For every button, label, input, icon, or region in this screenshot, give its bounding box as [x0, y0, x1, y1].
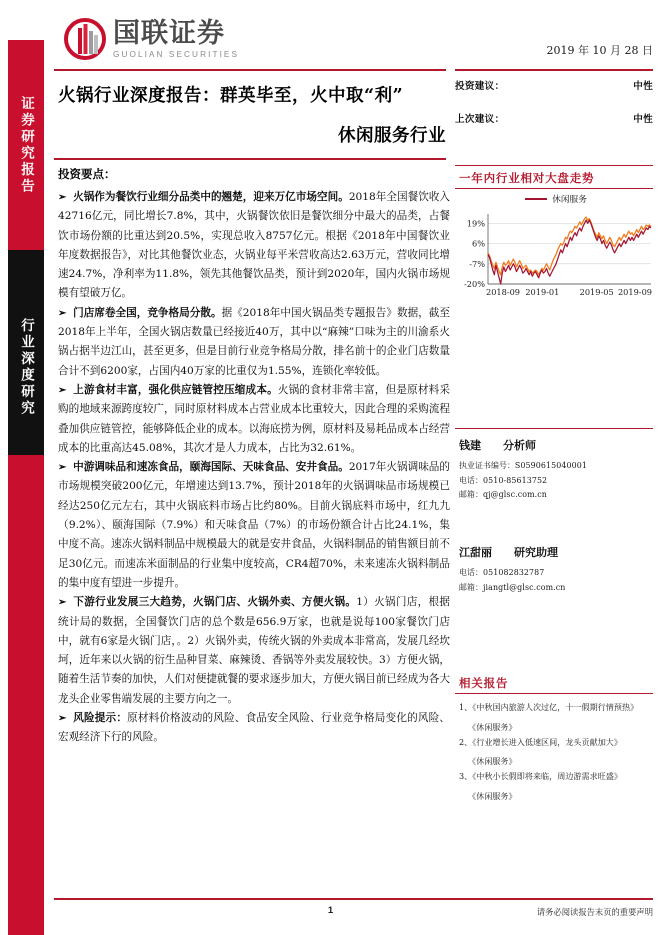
paragraph-text: 1）火锅门店，根据统计局的数据，全国餐饮门店的总个数是656.9万家，也就是说每100家餐饮门店中，就有6家是火锅门店，。2）火锅外卖，传统火锅的外卖成本非常高，发展几经坎坷，近年来以火锅的衍生品种冒菜、麻辣烫、香锅等外卖发展较快。3）方便火锅，随着生活节奏的加快，人们对便捷就餐的要求逐步加大，方便火锅目前已经成为各大龙头企业零售端发展的主要方向之一。 [58, 596, 450, 705]
analyst-email: 邮箱：qj@glsc.com.cn [459, 490, 547, 499]
sidebar-band-red-bottom [8, 455, 44, 935]
current-recommendation-label: 投资建议： [455, 81, 505, 92]
sidebar-label-industry-research: 行业深度研究 [18, 318, 34, 417]
chart-canvas [457, 206, 655, 304]
paragraph-text: 2017年火锅调味品的市场规模突破200亿元，年增速达到13.7%，预计2018年的火锅调味品市场规模已经达250亿元左右，其中火锅底料市场占比约80%。目前火锅底料市场中，红九九（9.2%）、颐海国际（7.9%）和天味食品（7%）的市场份额合计占比24.1%，集中度不高。速冻火锅料制品中规模最大的就是安井食品，火锅料制品的销售额目前不足30亿元。而速冻米面制品的行业集中度较高，CR4超70%，未来速冻火锅料制品的集中度有望进一步提升。 [58, 461, 451, 589]
analyst-name: 钱建 [459, 439, 481, 452]
logo-text-english: GUOLIAN SECURITIES [113, 49, 240, 59]
analyst-block-primary [459, 437, 655, 503]
chart-section-title: 一年内行业相对大盘走势 [459, 171, 595, 185]
analyst-heading [459, 437, 655, 453]
recommendation-panel [455, 78, 653, 144]
investment-highlights-label: 投资要点： [58, 167, 116, 181]
report-title: 火锅行业深度报告：群英毕至，火中取“利” [58, 86, 404, 106]
report-subtitle-industry: 休闲服务行业 [338, 126, 446, 146]
chart-legend [457, 192, 655, 206]
related-reports-list [459, 700, 655, 804]
svg-text:2019-01: 2019-01 [525, 287, 560, 297]
analyst-block-assistant [459, 544, 655, 595]
bullet-icon: ➢ [58, 307, 67, 319]
body-paragraph [58, 458, 450, 593]
bullet-icon: ➢ [58, 597, 67, 609]
paragraph-lead: 下游行业发展三大趋势，火锅门店、火锅外卖、方便火锅。 [69, 596, 357, 609]
body-paragraph [58, 709, 450, 748]
bullet-icon: ➢ [58, 462, 67, 474]
current-recommendation-value: 中性 [633, 81, 653, 92]
sidebar-label-research-report: 证券研究报告 [18, 95, 34, 195]
legend-swatch-icon [525, 198, 547, 201]
svg-text:-20%: -20% [464, 279, 485, 289]
page-number: 1 [327, 905, 334, 916]
body-paragraph [58, 593, 450, 709]
paragraph-lead: 门店席卷全国，竞争格局分散。 [69, 306, 222, 319]
footer-divider [54, 898, 653, 900]
footer-disclaimer: 请务必阅读报告末页的重要声明 [536, 907, 653, 917]
assistant-role: 研究助理 [514, 546, 558, 559]
previous-recommendation-label: 上次建议： [455, 114, 505, 125]
previous-recommendation-value: 中性 [633, 114, 653, 125]
svg-text:2018-09: 2018-09 [486, 287, 521, 297]
paragraph-lead: 火锅作为餐饮行业细分品类中的翘楚，迎来万亿市场空间。 [69, 191, 349, 203]
header-divider-right [455, 69, 653, 71]
analyst-cert: 执业证书编号：S0590615040001 [459, 461, 588, 470]
body-paragraph [58, 381, 450, 458]
logo-text-chinese: 国联证券 [113, 17, 225, 49]
assistant-phone: 电话：051082832787 [459, 568, 545, 577]
assistant-heading [459, 544, 655, 560]
company-logo [64, 18, 239, 60]
analyst-phone: 电话：0510-85613752 [459, 475, 548, 485]
svg-text:19%: 19% [466, 218, 485, 229]
related-reports-divider [455, 693, 653, 694]
svg-text:2019-05: 2019-05 [579, 287, 614, 297]
related-report-item[interactable]: 1、《中秋国内旅游人次过亿，十一假期行情预热》 [459, 702, 639, 712]
assistant-email: 邮箱：jiangtl@glsc.com.cn [459, 582, 566, 592]
related-report-category: 《休闲服务》 [468, 721, 517, 732]
body-paragraph [58, 188, 450, 304]
related-report-item[interactable]: 2、《行业增长进入低速区间，龙头贡献加大》 [459, 736, 622, 747]
paragraph-text: 原材料价格波动的风险、食品安全风险、行业竞争格局变化的风险、宏观经济下行的风险。 [58, 712, 450, 744]
assistant-name: 江甜丽 [459, 546, 492, 559]
recommendation-divider [455, 165, 653, 166]
bullet-icon: ➢ [58, 192, 67, 203]
guolian-logo-icon [64, 18, 106, 60]
paragraph-text: 2018年全国餐饮收入42716亿元，同比增长7.8%，其中，火锅餐饮依旧是餐饮细分中最大的品类，占餐饮市场份额的比重达到20.5%，实现总收入8757亿元。根据《2018年中国餐饮业年度数据报告》，对比其他餐饮业态，火锅业每平米营收高达2.63万元，营收同比增速24.7%，净利率为11.8%，领先其他餐饮品类，预计到2020年，国内火锅市场规模有望破万亿。 [58, 191, 451, 300]
analyst-divider [455, 428, 653, 429]
paragraph-text: 据《2018年中国火锅品类专题报告》数据，截至2018年上半年，全国火锅店数量已经接近40万，其中以“麻辣”口味为主的川渝系火锅占据半边江山，甚至更多，但是目前行业竞争格局分散，排名前十的企业门店数量合计不到6200家，占国内40万家的比重仅为1.55%，连锁化率较低。 [58, 306, 451, 377]
legend-label-0: 休闲服务 [552, 195, 587, 205]
previous-recommendation-row [455, 111, 653, 125]
related-report-category: 《休闲服务》 [468, 756, 517, 766]
related-reports-title: 相关报告 [459, 676, 509, 690]
body-paragraph [58, 304, 450, 381]
svg-text:2019-09: 2019-09 [617, 287, 652, 297]
analyst-role: 分析师 [503, 439, 536, 452]
related-report-category: 《休闲服务》 [468, 790, 517, 801]
chart-section-divider [455, 188, 653, 189]
paragraph-lead: 上游食材丰富，强化供应链管控压缩成本。 [69, 383, 278, 396]
bullet-icon: ➢ [58, 384, 67, 396]
svg-text:-7%: -7% [469, 258, 485, 269]
title-divider [54, 158, 446, 160]
header-divider-left [54, 69, 446, 71]
related-report-item[interactable]: 3、《中秋小长假即将来临，周边游需求旺盛》 [459, 771, 622, 781]
svg-text:6%: 6% [472, 238, 485, 249]
relative-performance-chart [457, 192, 655, 304]
paragraph-lead: 中游调味品和速冻食品，颐海国际、天味食品、安井食品。 [69, 461, 349, 474]
paragraph-text: 火锅的食材非常丰富，但是原材料采购的地域来源跨度较广，同时原材料成本占营业成本比重较大，因此合理的采购流程叠加供应链管控，能够降低企业的成本。以海底捞为例，原材料及易耗品成本占经营成本的比重高达45.08%，其次才是人力成本，占比为32.61%。 [58, 383, 451, 454]
paragraph-list [58, 188, 450, 748]
report-date: 2019 年 10 月 28 日 [546, 44, 653, 57]
paragraph-lead: 风险提示： [69, 712, 128, 725]
current-recommendation-row [455, 78, 653, 92]
report-body [58, 166, 450, 748]
bullet-icon: ➢ [58, 713, 67, 725]
